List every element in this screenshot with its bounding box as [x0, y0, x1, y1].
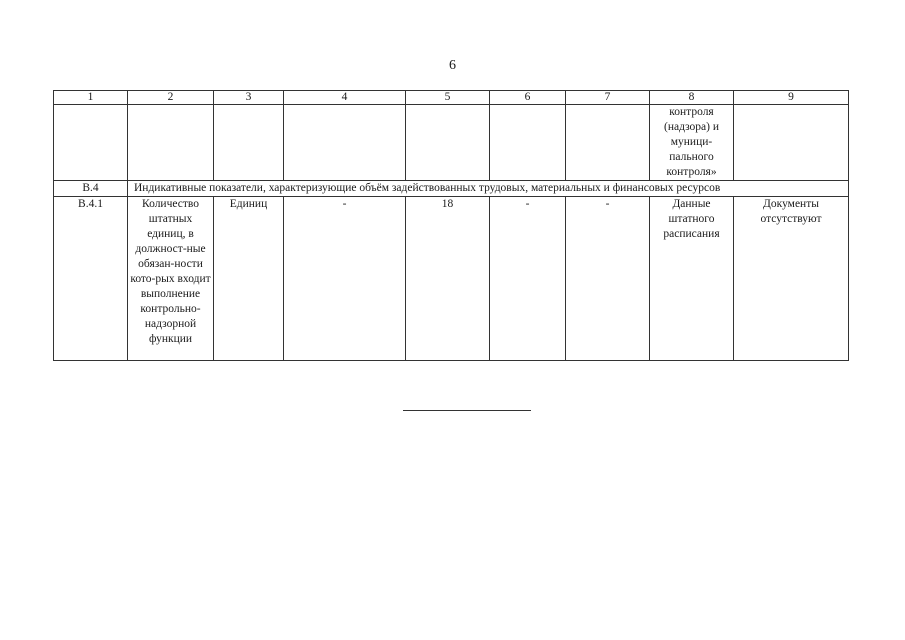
indicator-code: В.4.1 — [54, 197, 128, 361]
column-number: 7 — [566, 91, 650, 105]
table-cell — [128, 105, 214, 181]
indicator-col6: - — [490, 197, 566, 361]
table-cell — [490, 105, 566, 181]
indicator-value: 18 — [406, 197, 490, 361]
section-row — [54, 181, 849, 197]
column-number: 5 — [406, 91, 490, 105]
footnote-separator-line — [403, 410, 531, 411]
page-number: 6 — [449, 58, 456, 73]
section-code: В.4 — [54, 181, 128, 197]
indicator-note: Документы отсутствуют — [734, 197, 849, 361]
indicator-name: Количество штатных единиц, в должност-ные обязан-ности кото-рых входит выполнение контрольно-надзорной функции — [128, 197, 214, 361]
column-number: 1 — [54, 91, 128, 105]
table-cell — [214, 105, 284, 181]
column-number: 9 — [734, 91, 849, 105]
indicator-col4: - — [284, 197, 406, 361]
indicator-unit: Единиц — [214, 197, 284, 361]
table-row — [54, 197, 849, 361]
indicator-source: Данные штатного расписания — [650, 197, 734, 361]
section-title: Индикативные показатели, характеризующие объём задействованных трудовых, материальных и финансовых ресурсов — [128, 181, 849, 197]
table-cell — [54, 105, 128, 181]
table-cell — [734, 105, 849, 181]
column-number-row — [54, 91, 849, 105]
column-number: 2 — [128, 91, 214, 105]
column-number: 4 — [284, 91, 406, 105]
column-number: 6 — [490, 91, 566, 105]
table-cell — [566, 105, 650, 181]
continuation-row — [54, 105, 849, 181]
table-cell — [406, 105, 490, 181]
column-number: 8 — [650, 91, 734, 105]
indicators-table — [53, 90, 849, 361]
continued-source-cell: контроля (надзора) и муници-пального контроля» — [650, 105, 734, 181]
column-number: 3 — [214, 91, 284, 105]
indicator-col7: - — [566, 197, 650, 361]
table-cell — [284, 105, 406, 181]
